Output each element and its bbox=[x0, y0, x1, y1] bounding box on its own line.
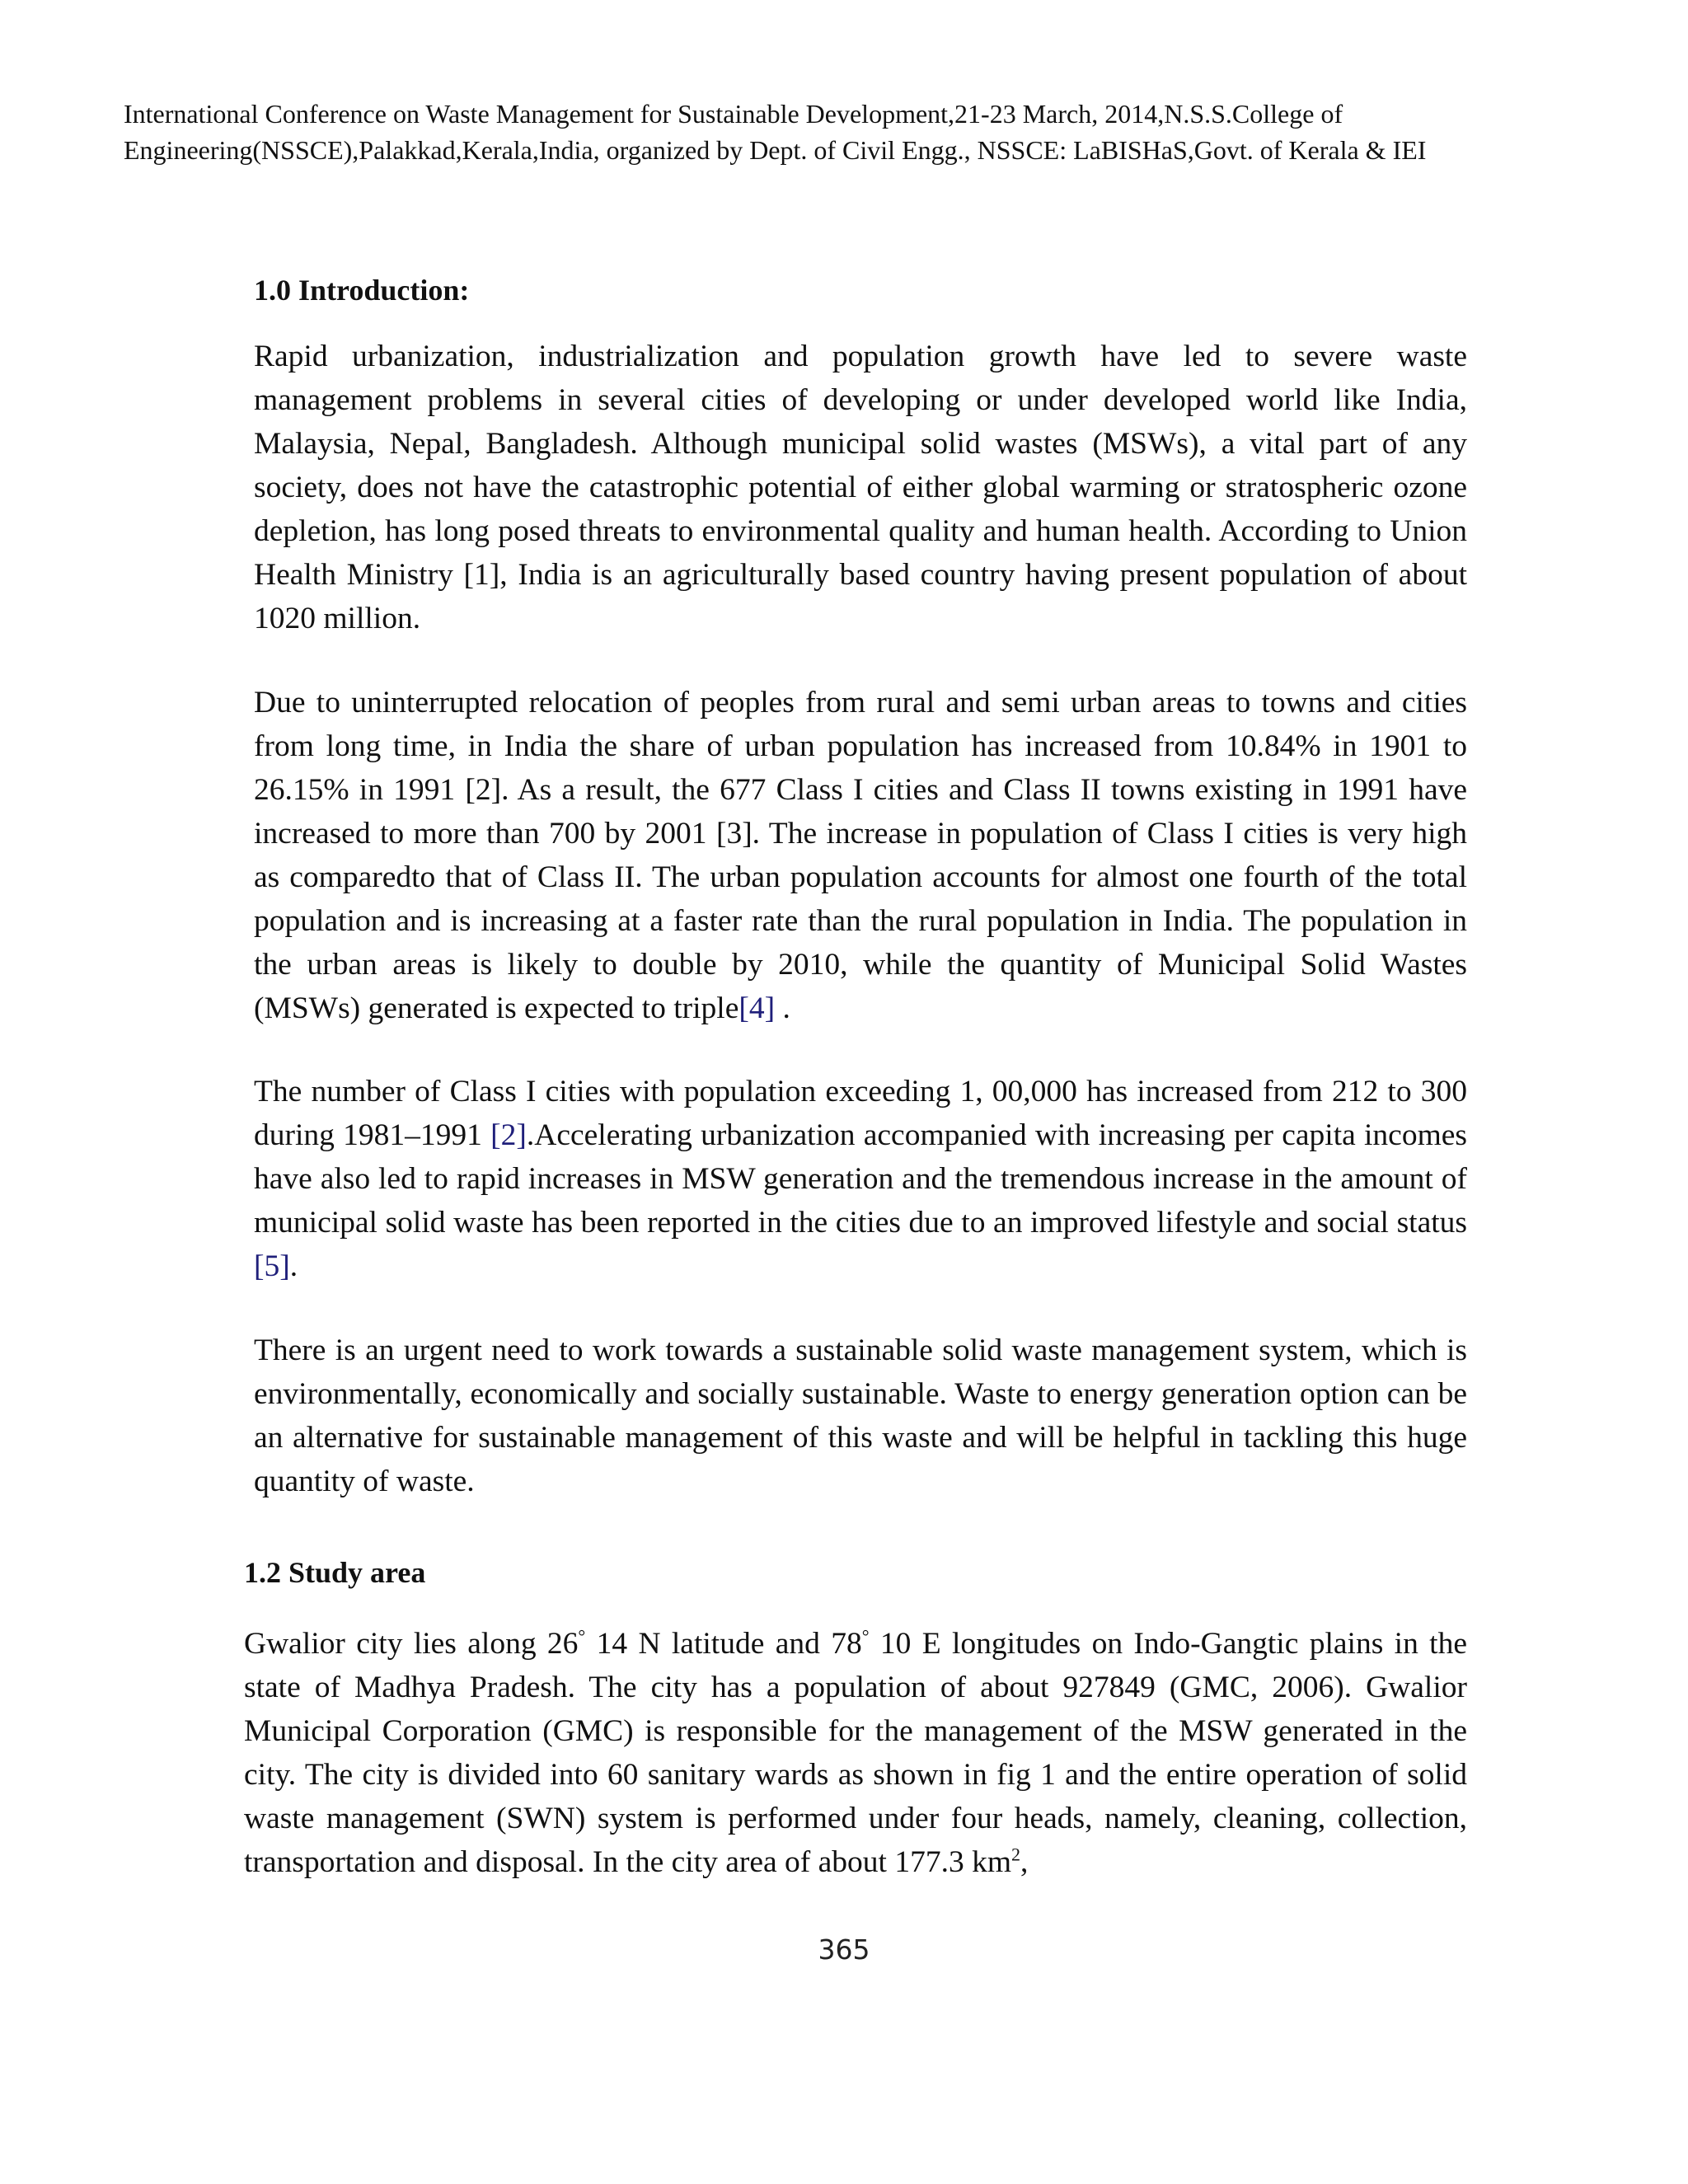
introduction-paragraph-3-text-b: .Accelerating urbanization accompanied with increasing per capita incomes have also led to rapid increases in MSW generation and the tremendous increase in the amount of municipal solid waste has been reported in the cities due to an improved lifestyle and social status bbox=[254, 1118, 1467, 1240]
study-area-text-c: 10 E longitudes on Indo-Gangtic plains in the state of Madhya Pradesh. The city has a population of about 927849 (GMC, 2006). Gwalior Municipal Corporation (GMC) is responsible for the management of the MSW generated in the city. The city is divided into 60 sanitary wards as shown in fig 1 and the entire operation of solid waste management (SWN) system is performed under four heads, namely, cleaning, collection, transportation and disposal. In the city area of about 177.3 km bbox=[244, 1627, 1467, 1879]
superscript-2: 2 bbox=[1011, 1844, 1021, 1865]
citation-link-2[interactable]: [2] bbox=[490, 1118, 527, 1152]
introduction-paragraph-2-text: Due to uninterrupted relocation of peoples from rural and semi urban areas to towns and cities from long time, in India the share of urban population has increased from 10.84% in 1901 to 26.15% in 1991 [2]. As a result, the 677 Class I cities and Class II towns existing in 1991 have increased to more than 700 by 2001 [3]. The increase in population of Class I cities is very high as comparedto that of Class II. The urban population accounts for almost one fourth of the total population and is increasing at a faster rate than the rural population in India. The population in the urban areas is likely to double by 2010, while the quantity of Municipal Solid Wastes (MSWs) generated is expected to triple bbox=[254, 686, 1467, 1025]
study-area-heading: 1.2 Study area bbox=[244, 1556, 426, 1589]
introduction-paragraph-2-end: . bbox=[775, 991, 790, 1025]
introduction-paragraph-3 bbox=[254, 1070, 1467, 1288]
degree-symbol-1: ° bbox=[578, 1625, 586, 1647]
introduction-paragraph-2 bbox=[254, 681, 1467, 1030]
degree-symbol-2: ° bbox=[861, 1625, 870, 1647]
running-header-line-2: Engineering(NSSCE),Palakkad,Kerala,India, organized by Dept. of Civil Engg., NSSCE: LaBISHaS,Govt. of Kerala & IEI bbox=[124, 135, 1427, 165]
introduction-paragraph-3-end: . bbox=[289, 1249, 298, 1283]
introduction-paragraph-1: Rapid urbanization, industrialization and population growth have led to severe waste management problems in several cities of developing or under developed world like India, Malaysia, Nepal, Bangladesh. Although municipal solid wastes (MSWs), a vital part of any society, does not have the catastrophic potential of either global warming or stratospheric ozone depletion, has long posed threats to environmental quality and human health. According to Union Health Ministry [1], India is an agriculturally based country having present population of about 1020 million. bbox=[254, 340, 1467, 635]
page-number: 365 bbox=[818, 1933, 870, 1966]
study-area-text-b: 14 N latitude and 78 bbox=[585, 1627, 862, 1661]
citation-link-5[interactable]: [5] bbox=[254, 1249, 290, 1283]
study-area-text-a: Gwalior city lies along 26 bbox=[244, 1627, 579, 1661]
citation-link-4[interactable]: [4] bbox=[738, 991, 776, 1025]
study-area-paragraph bbox=[244, 1622, 1467, 1884]
introduction-heading: 1.0 Introduction: bbox=[254, 274, 470, 307]
study-area-text-end: , bbox=[1020, 1845, 1029, 1879]
running-header bbox=[124, 96, 1475, 168]
running-header-line-1: International Conference on Waste Management for Sustainable Development,21-23 March, 2014,N.S.S.College of bbox=[124, 99, 1343, 129]
introduction-paragraph-4: There is an urgent need to work towards a sustainable solid waste management system, which is environmentally, economically and socially sustainable. Waste to energy generation option can be an alternative for sustainable management of this waste and will be helpful in tackling this huge quantity of waste. bbox=[254, 1333, 1467, 1498]
introduction-paragraph-3-text-a: The number of Class I cities with population exceeding 1, 00,000 has increased from 212 to 300 during 1981–1991 bbox=[254, 1075, 1467, 1152]
